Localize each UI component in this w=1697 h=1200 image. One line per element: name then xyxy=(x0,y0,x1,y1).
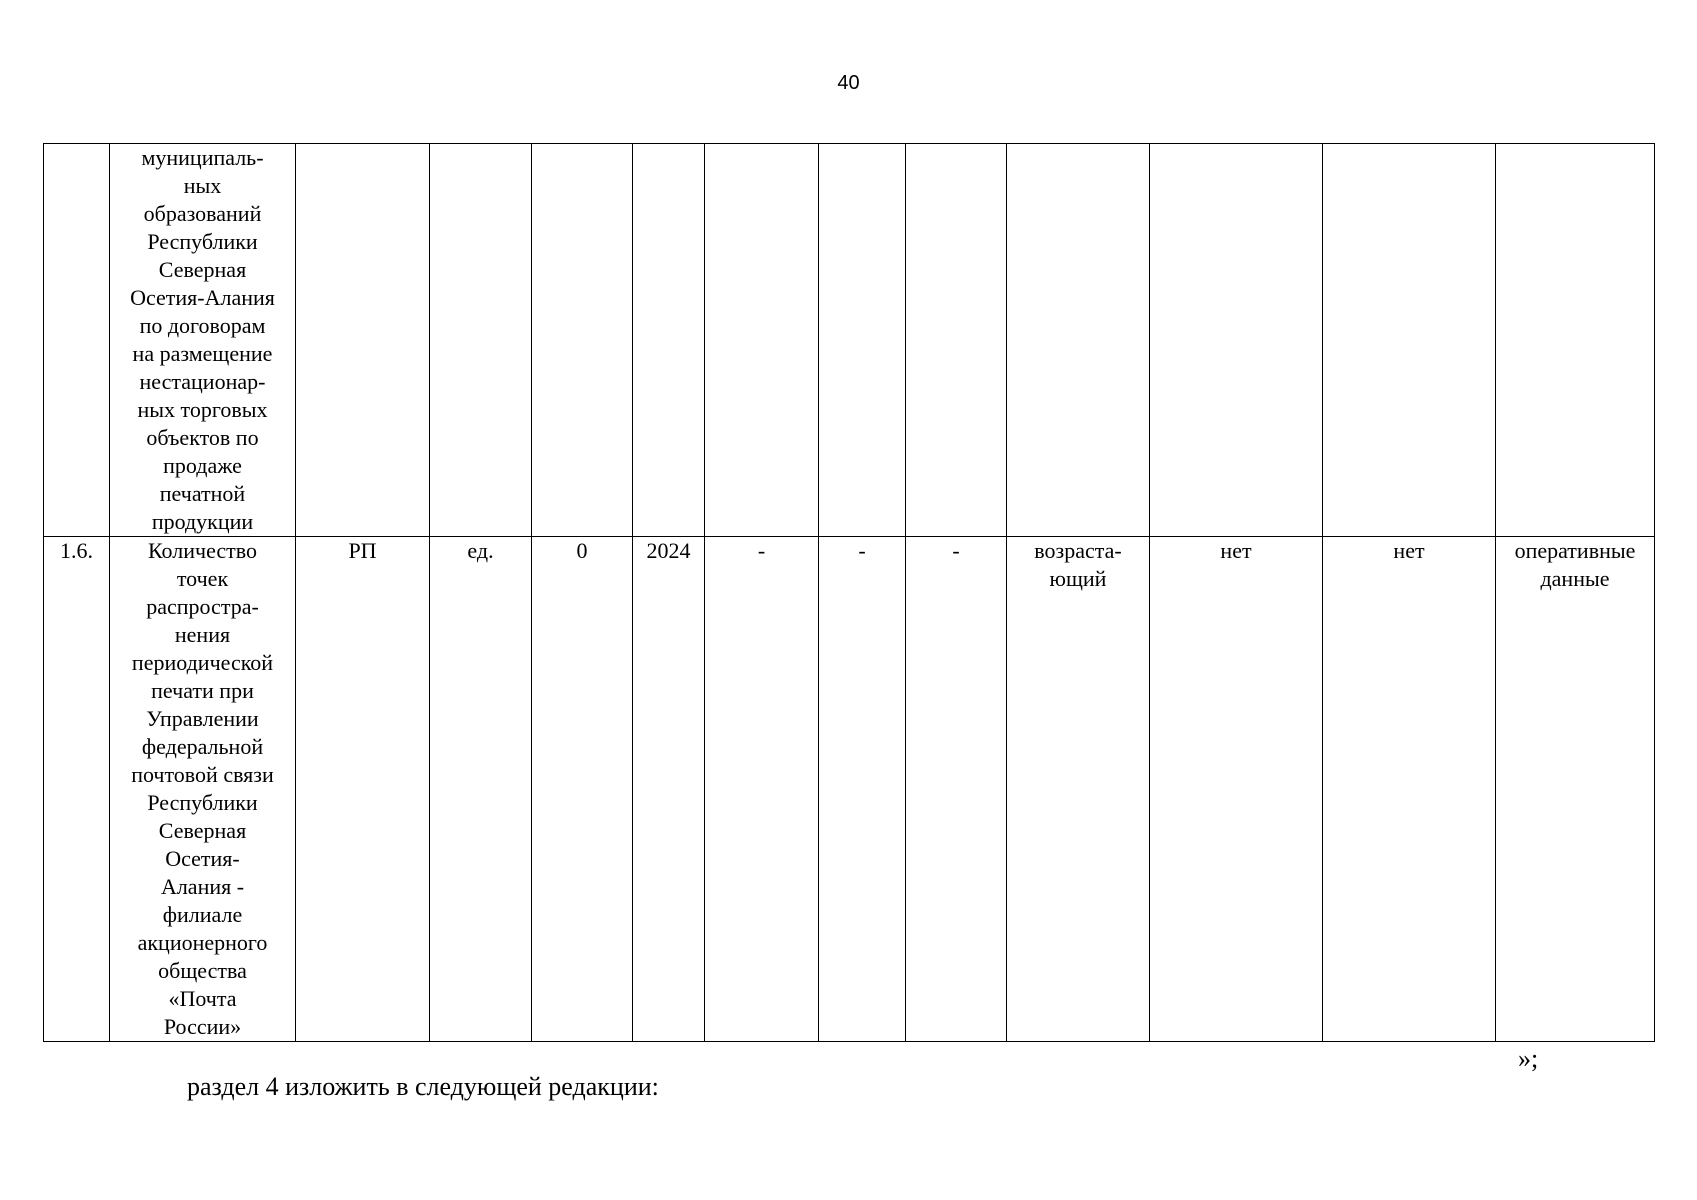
page-number: 40 xyxy=(837,72,860,94)
source-text: оперативные данные xyxy=(1514,538,1636,591)
table-row-1-6 xyxy=(44,537,1655,1042)
cell-source xyxy=(1496,537,1655,1042)
level-text: РП xyxy=(348,538,377,563)
unit-text: ед. xyxy=(467,538,494,563)
cell-col11 xyxy=(1150,144,1323,537)
cell-col8 xyxy=(819,537,906,1042)
cell-indicator-name xyxy=(110,537,296,1042)
base-value-text: 0 xyxy=(576,538,588,563)
cell-base-value xyxy=(532,537,633,1042)
cell-col8 xyxy=(819,144,906,537)
closing-quote: »; xyxy=(1518,1044,1539,1073)
cell-col7 xyxy=(705,144,819,537)
indicator-name-text: Количество точек распростра- нения периодической печати при Управлении федеральной почтовой связи Республики Северная Осетия- Алания - филиале акционерного общества «Почта России» xyxy=(131,538,274,1039)
cell-indicator-name xyxy=(110,144,296,537)
col7-text: - xyxy=(757,538,766,563)
col12-text: нет xyxy=(1393,538,1425,563)
cell-base-value xyxy=(532,144,633,537)
cell-col12 xyxy=(1323,144,1496,537)
year-text: 2024 xyxy=(646,538,691,563)
cell-level xyxy=(296,144,430,537)
cell-unit xyxy=(430,144,532,537)
section-instruction-text: раздел 4 изложить в следующей редакции: xyxy=(187,1072,659,1101)
cell-year xyxy=(633,144,705,537)
row-number: 1.6. xyxy=(60,538,93,563)
indicator-table xyxy=(43,143,1655,1042)
cell-unit xyxy=(430,537,532,1042)
cell-col9 xyxy=(906,537,1007,1042)
cell-level xyxy=(296,537,430,1042)
cell-trend xyxy=(1007,144,1150,537)
table-row-continued xyxy=(44,144,1655,537)
cell-col7 xyxy=(705,537,819,1042)
trend-text: возраста- ющий xyxy=(1034,538,1122,591)
col8-text: - xyxy=(858,538,866,563)
cell-trend xyxy=(1007,537,1150,1042)
cell-year xyxy=(633,537,705,1042)
col9-text: - xyxy=(952,538,960,563)
cell-col12 xyxy=(1323,537,1496,1042)
cell-col9 xyxy=(906,144,1007,537)
cell-number xyxy=(44,144,110,537)
col11-text: нет xyxy=(1220,538,1252,563)
cell-number xyxy=(44,537,110,1042)
cell-source xyxy=(1496,144,1655,537)
cell-col11 xyxy=(1150,537,1323,1042)
indicator-name-text: муниципаль- ных образований Республики Северная Осетия-Алания по договорам на размещение нестационар- ных торговых объектов по продаже печатной продукции xyxy=(130,145,275,534)
